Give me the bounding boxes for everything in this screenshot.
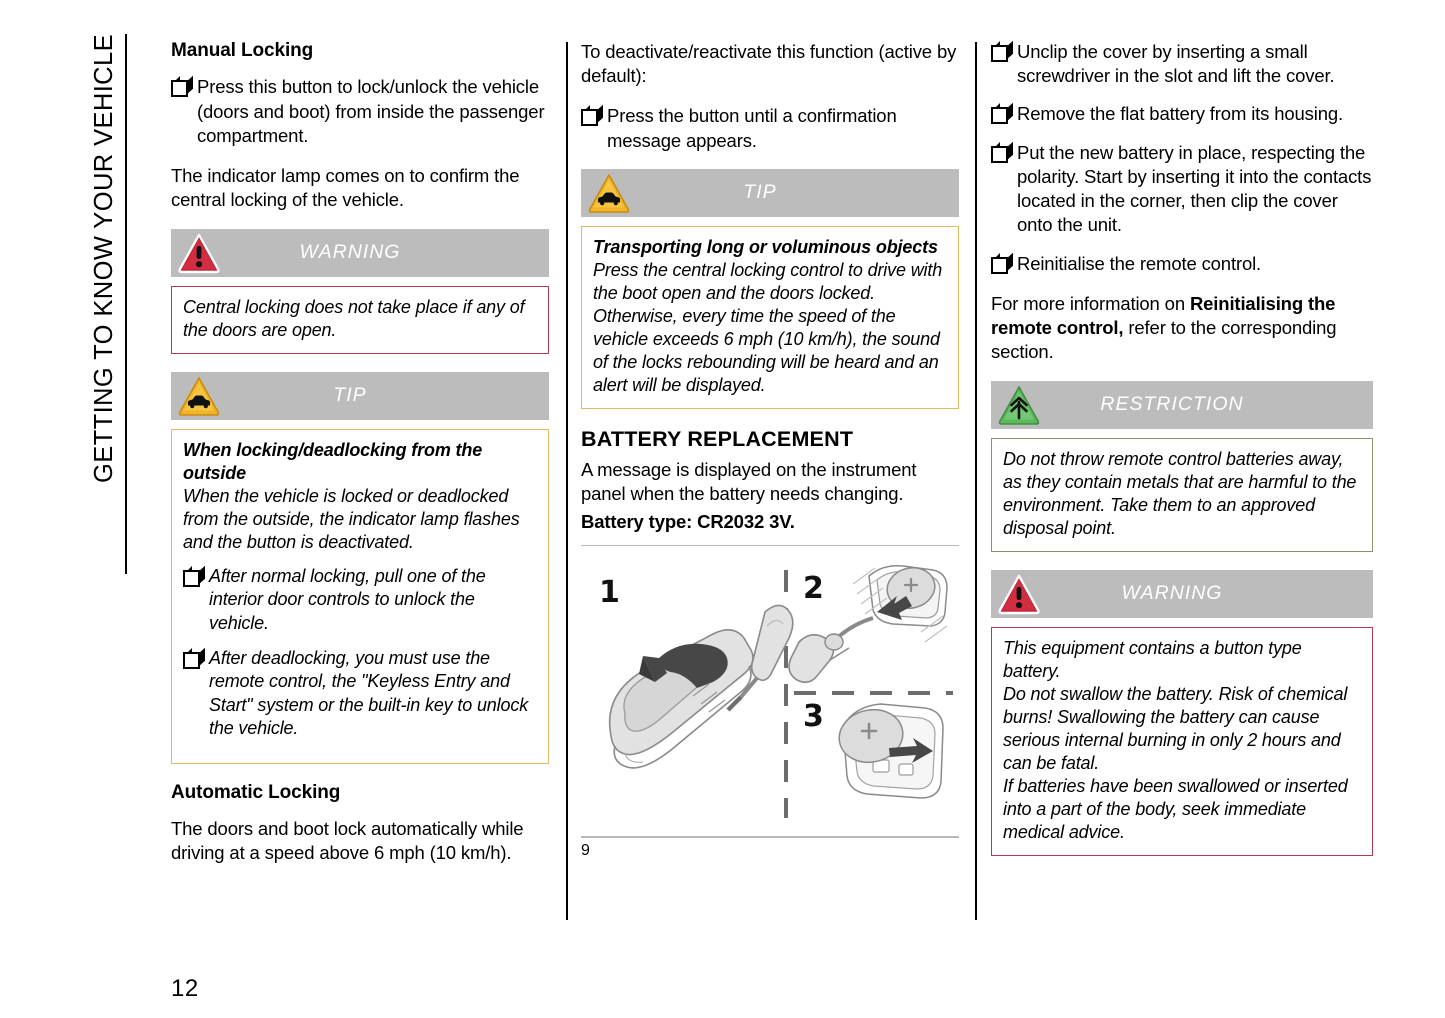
figure-number: 9: [581, 841, 590, 859]
column-1: [171, 40, 549, 866]
battery-steps-bullet-list: [991, 40, 1373, 276]
bullet-cube-icon: [991, 146, 1008, 163]
page-number: 12: [171, 975, 199, 1002]
list-item: [991, 102, 1373, 126]
step1-key-fob: [610, 606, 793, 768]
tip-car-triangle-icon: [177, 375, 221, 417]
svg-text:3: 3: [803, 699, 824, 735]
warning-triangle-icon: [997, 573, 1041, 615]
warning-header-bar: [171, 229, 549, 277]
para-battery-message: A message is displayed on the instrument panel when the battery needs changing.: [581, 458, 917, 505]
warning-title: WARNING: [1121, 582, 1223, 605]
column-2: [581, 40, 959, 860]
tip-title: TIP: [743, 181, 777, 204]
tip-car-triangle-icon: [587, 172, 631, 214]
step3-insert-battery: [834, 704, 943, 798]
deactivate-bullet-list: [581, 104, 959, 152]
list-item-text: After deadlocking, you must use the remote control, the "Keyless Entry and Start" system or the built-in key to unlock the vehicle.: [209, 647, 529, 739]
list-item: [991, 252, 1373, 276]
tip-body-text: When the vehicle is locked or deadlocked from the outside, the indicator lamp flashes and the button is deactivated.: [183, 485, 520, 552]
figure-canvas: [581, 546, 959, 836]
column-divider-2: [975, 42, 977, 920]
bullet-cube-icon: [581, 109, 598, 126]
warning-triangle-icon: [177, 232, 221, 274]
heading-manual-locking: Manual Locking: [171, 40, 314, 61]
column-3: [991, 40, 1373, 874]
tip-header-bar: [581, 169, 959, 217]
tip-bullet-list: [183, 565, 537, 741]
list-item-text: Unclip the cover by inserting a small screwdriver in the slot and lift the cover.: [1017, 41, 1335, 87]
list-item: [991, 141, 1373, 238]
more-info-pre: For more information on: [991, 292, 1190, 314]
list-item-text: Reinitialise the remote control.: [1017, 252, 1262, 274]
warning-body-box: [991, 627, 1373, 856]
warning-line-3: If batteries have been swallowed or inserted into a part of the body, seek immediate medical advice.: [1003, 775, 1348, 842]
more-info-post: refer to the corresponding section.: [991, 317, 1337, 363]
warning-body-box: [171, 286, 549, 354]
battery-type-text: Battery type: CR2032 3V.: [581, 511, 795, 533]
tip-title: TIP: [333, 384, 367, 407]
heading-battery-replacement: BATTERY REPLACEMENT: [581, 427, 854, 452]
side-tab-rule: [125, 34, 127, 574]
bullet-cube-icon: [991, 45, 1008, 62]
list-item-text: Put the new battery in place, respecting the polarity. Start by inserting it into the contacts located in the corner, then clip the cover onto the unit.: [1017, 141, 1372, 236]
warning-line-1: This equipment contains a button type battery.: [1003, 637, 1302, 681]
more-info-bold: Reinitialising the remote control,: [991, 292, 1336, 339]
restriction-header-bar: [991, 381, 1373, 429]
restriction-body-text: Do not throw remote control batteries away, as they contain metals that are harmful to the environment. Take them to an approved disposal point.: [1003, 448, 1357, 538]
bullet-cube-icon: [991, 107, 1008, 124]
list-item-text: After normal locking, pull one of the interior door controls to unlock the vehicle.: [209, 565, 486, 633]
list-item: [581, 104, 959, 152]
list-item: [991, 40, 1373, 88]
restriction-environment-triangle-icon: [997, 384, 1041, 426]
warning-line-2: Do not swallow the battery. Risk of chemical burns! Swallowing the battery can cause serious internal burning in only 2 hours and can be fatal.: [1003, 683, 1348, 773]
svg-text:2: 2: [803, 571, 824, 607]
tip-body-text: Press the central locking control to drive with the boot open and the doors locked. Otherwise, every time the speed of the vehicle exceeds 6 mph (10 km/h), the sound of the locks rebounding will be heard and an alert will be displayed.: [593, 259, 943, 396]
para-more-information: [991, 292, 1373, 365]
chapter-side-tab-label: GETTING TO KNOW YOUR VEHICLE: [89, 34, 118, 484]
list-item-text: Press this button to lock/unlock the vehicle (doors and boot) from inside the passenger compartment.: [197, 76, 545, 146]
list-item: [171, 75, 549, 148]
tip-body-box: [171, 429, 549, 764]
tip-body-box: [581, 226, 959, 409]
battery-replacement-figure: [581, 545, 959, 860]
para-automatic-locking: The doors and boot lock automatically while driving at a speed above 6 mph (10 km/h).: [171, 818, 524, 864]
para-indicator-lamp: The indicator lamp comes on to confirm the central locking of the vehicle.: [171, 165, 520, 211]
bullet-cube-icon: [183, 570, 200, 587]
warning-header-bar: [991, 570, 1373, 618]
restriction-title: RESTRICTION: [1100, 393, 1244, 416]
tip-body-heading: Transporting long or voluminous objects: [593, 236, 938, 257]
bullet-cube-icon: [991, 257, 1008, 274]
warning-body-text: Central locking does not take place if any of the doors are open.: [183, 296, 525, 340]
chapter-side-tab: [78, 34, 130, 574]
restriction-body-box: [991, 438, 1373, 552]
column-divider-1: [566, 42, 568, 920]
bullet-cube-icon: [171, 80, 188, 97]
para-deactivate-function: To deactivate/reactivate this function (active by default):: [581, 41, 957, 87]
list-item-text: Press the button until a confirmation message appears.: [607, 105, 897, 151]
bullet-cube-icon: [183, 652, 200, 669]
figure-bottom-rule: [581, 836, 959, 838]
manual-locking-bullet-list: [171, 75, 549, 148]
list-item-text: Remove the flat battery from its housing.: [1017, 103, 1343, 125]
figure-illustration: [581, 546, 959, 836]
list-item: [183, 565, 537, 636]
list-item: [183, 647, 537, 741]
tip-body-heading: When locking/deadlocking from the outside: [183, 439, 483, 483]
svg-text:1: 1: [599, 575, 620, 611]
tip-header-bar: [171, 372, 549, 420]
warning-title: WARNING: [299, 241, 401, 264]
heading-automatic-locking: Automatic Locking: [171, 781, 341, 803]
